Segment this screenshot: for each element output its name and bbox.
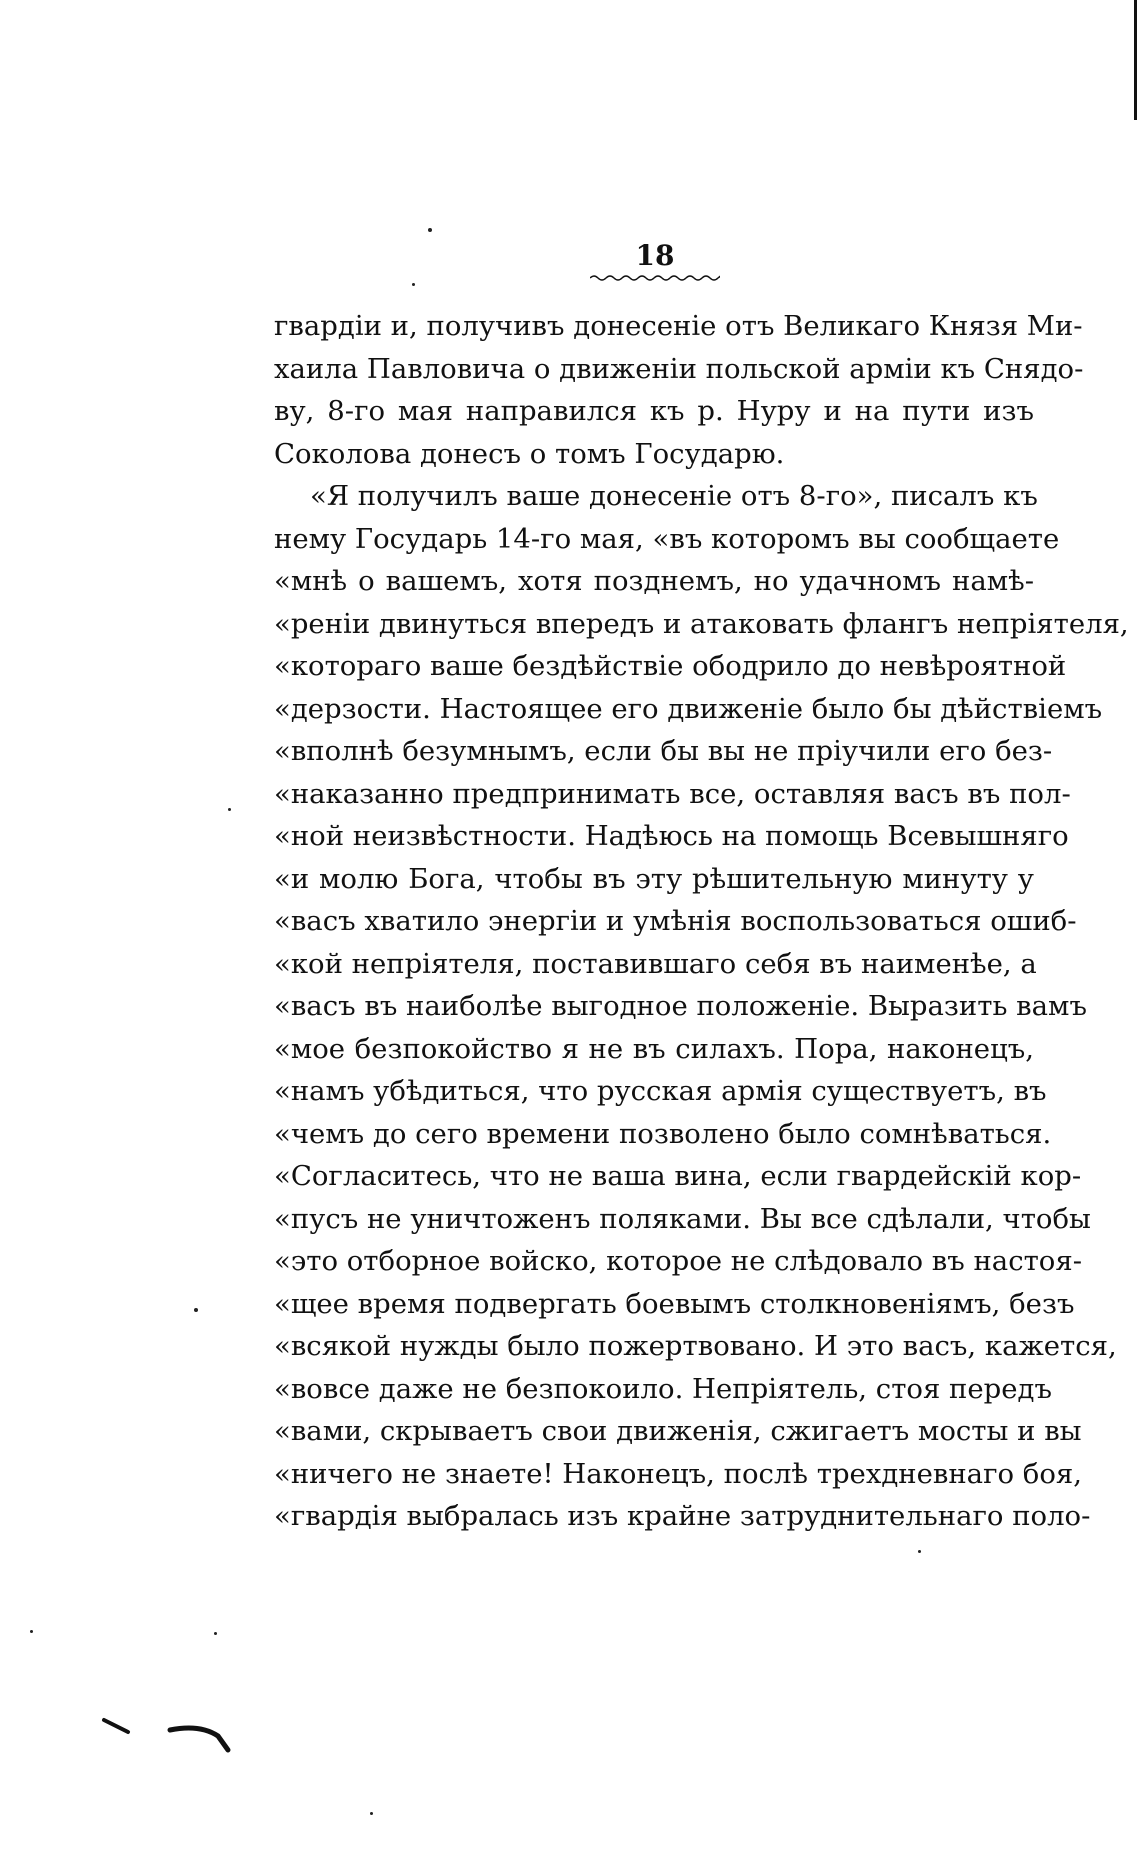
scan-speck <box>428 228 432 232</box>
scan-speck <box>214 1632 217 1635</box>
scan-stroke-mark <box>100 1710 240 1760</box>
text-line: хаила Павловича о движеніи польской арміи къ Снядо- <box>274 352 1084 385</box>
text-line: «васъ въ наиболѣе выгодное положеніе. Выразить вамъ <box>274 990 1087 1022</box>
text-line: «Согласитесь, что не ваша вина, если гвардейскій кор- <box>274 1160 1082 1192</box>
text-line: «намъ убѣдиться, что русская армія существуетъ, въ <box>274 1075 1047 1107</box>
text-line: «и молю Бога, чтобы въ эту рѣшительную минуту у <box>274 862 1034 895</box>
text-line: «мнѣ о вашемъ, хотя позднемъ, но удачномъ намѣ- <box>274 565 1034 597</box>
scan-speck <box>918 1550 921 1553</box>
text-line: «пусъ не уничтоженъ поляками. Вы все сдѣлали, чтобы <box>274 1202 1091 1235</box>
scan-speck <box>194 1308 198 1312</box>
page-number: 18 <box>635 239 675 272</box>
scan-speck <box>30 1630 33 1633</box>
text-line: «реніи двинуться впередъ и атаковать флангъ непріятеля, <box>274 607 1129 640</box>
text-line: «Я получилъ ваше донесеніе отъ 8-го», писалъ къ <box>310 480 1038 512</box>
text-line: «чемъ до сего времени позволено было сомнѣваться. <box>274 1117 1052 1150</box>
text-line: гвардіи и, получивъ донесеніе отъ Великаго Князя Ми- <box>274 310 1083 342</box>
text-line: «васъ хватило энергіи и умѣнія воспользоваться ошиб- <box>274 905 1077 937</box>
text-line: «кой непріятеля, поставившаго себя въ наименѣе, а <box>274 947 1037 980</box>
text-line: «наказанно предпринимать все, оставляя васъ въ пол- <box>274 777 1071 810</box>
text-line: «мое безпокойство я не въ силахъ. Пора, наконецъ, <box>274 1032 1034 1065</box>
scan-speck <box>228 808 231 811</box>
text-line: «вполнѣ безумнымъ, если бы вы не пріучили его без- <box>274 735 1053 767</box>
text-line: «дерзости. Настоящее его движеніе было бы дѣйствіемъ <box>274 692 1103 725</box>
text-line: Соколова донесъ о томъ Государю. <box>274 437 785 470</box>
text-line: «вами, скрываетъ свои движенія, сжигаетъ мосты и вы <box>274 1415 1082 1447</box>
wavy-rule-ornament <box>590 274 720 282</box>
text-line: «ной неизвѣстности. Надѣюсь на помощь Всевышняго <box>274 820 1069 852</box>
page-edge-shadow <box>1134 0 1137 120</box>
body-text <box>274 305 1129 1538</box>
text-line: «это отборное войско, которое не слѣдовало въ настоя- <box>274 1245 1083 1277</box>
page-header <box>590 240 720 282</box>
text-line: ву, 8-го мая направился къ р. Нуру и на пути изъ <box>274 395 1034 427</box>
text-line: «щее время подвергать боевымъ столкновеніямъ, безъ <box>274 1287 1075 1320</box>
text-line: «вовсе даже не безпокоило. Непріятель, стоя передъ <box>274 1372 1052 1405</box>
scan-speck <box>370 1812 373 1815</box>
text-line: «гвардія выбралась изъ крайне затруднительнаго поло- <box>274 1500 1091 1532</box>
text-line: нему Государь 14-го мая, «въ которомъ вы сообщаете <box>274 522 1060 555</box>
text-line: «котораго ваше бездѣйствіе ободрило до невѣроятной <box>274 650 1067 682</box>
text-line: «ничего не знаете! Наконецъ, послѣ трехдневнаго боя, <box>274 1457 1082 1490</box>
scan-speck <box>412 283 415 286</box>
text-line: «всякой нужды было пожертвовано. И это васъ, кажется, <box>274 1330 1117 1362</box>
